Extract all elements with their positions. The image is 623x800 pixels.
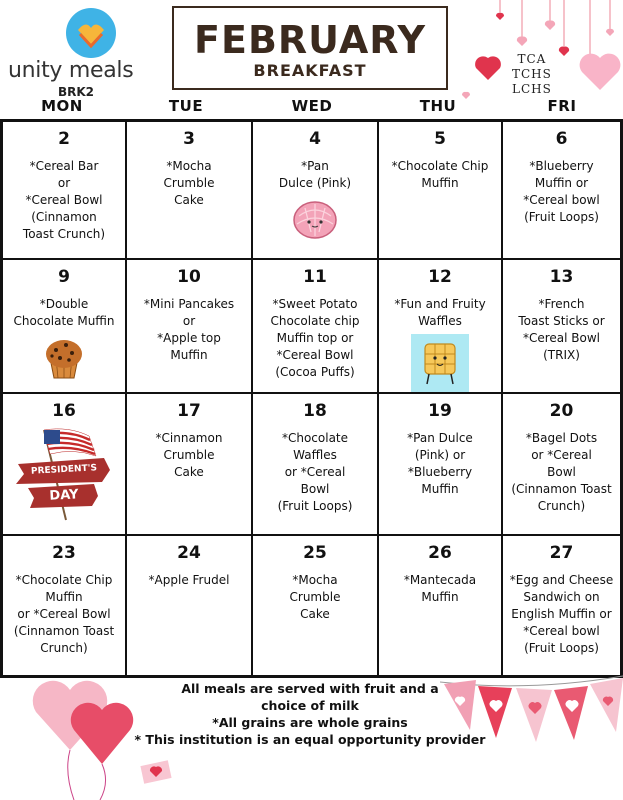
menu-line: *Sweet Potato (272, 297, 358, 311)
menu-line: (Fruit Loops) (277, 499, 353, 513)
day-number: 16 (52, 401, 76, 421)
day-number: 10 (177, 267, 201, 287)
calendar-day-cell (502, 121, 621, 259)
menu-item-text (253, 430, 377, 515)
footer-line: *All grains are whole grains (212, 715, 408, 730)
menu-line: *Chocolate (281, 431, 349, 445)
menu-item-text (503, 158, 620, 226)
presidents-day-image (14, 426, 114, 522)
menu-line: Muffin (170, 348, 208, 362)
menu-line: *Blueberry (529, 159, 594, 173)
calendar-day-cell (252, 121, 378, 259)
title-box (172, 6, 448, 90)
calendar-day-cell (502, 535, 621, 676)
menu-line: *Pan Dulce (407, 431, 473, 445)
menu-line: Bowl (300, 482, 330, 496)
banner-text: DAY (49, 487, 79, 504)
menu-item-text (379, 296, 501, 330)
menu-line: *Chocolate Chip (15, 573, 113, 587)
menu-line: *Mocha (292, 573, 338, 587)
menu-line: English Muffin or (511, 607, 612, 621)
calendar-day-cell (378, 121, 502, 259)
menu-line: *Bagel Dots (525, 431, 598, 445)
school-name: TCA (517, 52, 547, 66)
day-number: 19 (428, 401, 452, 421)
day-number: 13 (549, 267, 574, 287)
footer-line: All meals are served with fruit and a (181, 681, 439, 696)
envelope-heart-icon (140, 755, 174, 785)
day-number: 9 (58, 267, 70, 287)
menu-line: *Mini Pancakes (143, 297, 235, 311)
day-number: 20 (549, 401, 574, 421)
menu-line: *Cinnamon (155, 431, 223, 445)
weekday-label: TUE (168, 97, 204, 115)
calendar-day-cell (2, 535, 126, 676)
day-number: 3 (183, 129, 195, 149)
calendar-grid (0, 119, 623, 678)
calendar-day-cell (2, 121, 126, 259)
heart-balloons-decoration (20, 672, 140, 800)
school-name: TCHS (512, 67, 552, 81)
menu-line: *Apple Frudel (148, 573, 230, 587)
menu-line: *French (538, 297, 585, 311)
day-number: 23 (52, 543, 76, 563)
menu-line: Crunch) (537, 499, 586, 513)
menu-line: Crumble (163, 448, 215, 462)
menu-line: *Mantecada (403, 573, 477, 587)
menu-line: Waffles (293, 448, 337, 462)
menu-line: Muffin top or (276, 331, 354, 345)
menu-item-text (3, 572, 125, 657)
weekday-label: MON (41, 97, 83, 115)
calendar-day-cell (378, 259, 502, 393)
menu-item-text (127, 430, 251, 481)
footer-line: * This institution is an equal opportunity provider (134, 732, 486, 747)
menu-line: Chocolate Muffin (13, 314, 115, 328)
menu-line: or *Cereal Bowl (17, 607, 111, 621)
banner-text: PRESIDENT'S (30, 463, 98, 477)
menu-line: Crunch) (40, 641, 88, 655)
unity-meals-logo (8, 6, 168, 99)
calendar-day-cell (502, 259, 621, 393)
weekday-label: WED (291, 97, 333, 115)
calendar-day-cell (252, 535, 378, 676)
waffle-image (379, 334, 501, 396)
day-number: 26 (428, 543, 452, 563)
weekday-label: FRI (547, 97, 577, 115)
footer-note (130, 680, 490, 748)
day-number: 6 (555, 129, 568, 149)
calendar-day-cell (126, 121, 252, 259)
menu-item-text (253, 296, 377, 381)
menu-line: Muffin or (534, 176, 589, 190)
menu-line: Muffin (421, 482, 459, 496)
day-number: 5 (434, 129, 446, 149)
menu-line: Cake (300, 607, 330, 621)
menu-line: *Cereal bowl (523, 193, 600, 207)
menu-line: *Chocolate Chip (391, 159, 489, 173)
day-number: 2 (58, 129, 70, 149)
menu-line: Cake (174, 193, 204, 207)
day-number: 17 (177, 401, 201, 421)
menu-line: Dulce (Pink) (278, 176, 352, 190)
menu-line: *Mocha (166, 159, 212, 173)
heart-hands-icon (66, 8, 116, 58)
menu-item-text (127, 158, 251, 209)
menu-line: or *Cereal (284, 465, 346, 479)
menu-line: *Cereal Bowl (522, 331, 601, 345)
menu-line: *Cereal Bowl (276, 348, 354, 362)
weekday-header-row (0, 97, 623, 117)
logo-brand-text: unity meals (8, 58, 134, 83)
menu-line: (TRIX) (543, 348, 580, 362)
day-number: 4 (309, 129, 321, 149)
menu-item-text (503, 430, 620, 515)
menu-item-text (127, 296, 251, 364)
calendar-day-cell (378, 535, 502, 676)
menu-line: (Cinnamon (31, 210, 97, 224)
footer-line: choice of milk (261, 698, 359, 713)
menu-item-text (379, 430, 501, 498)
menu-line: (Fruit Loops) (524, 641, 599, 655)
logo-circle (66, 8, 116, 58)
menu-line: Sandwich on (523, 590, 600, 604)
calendar-day-cell (502, 393, 621, 535)
menu-line: (Pink) or (414, 448, 466, 462)
day-number: 12 (428, 267, 452, 287)
menu-line: (Cinnamon Toast (511, 482, 612, 496)
calendar-day-cell (2, 259, 126, 393)
menu-item-text (253, 158, 377, 192)
day-number: 25 (303, 543, 327, 563)
menu-line: Chocolate chip (270, 314, 360, 328)
menu-item-text (379, 572, 501, 606)
menu-item-text (379, 158, 501, 192)
menu-line: Crumble (289, 590, 341, 604)
calendar-day-cell (252, 393, 378, 535)
school-name: LCHS (512, 82, 552, 96)
day-number: 24 (177, 543, 201, 563)
menu-line: *Cereal Bowl (25, 193, 103, 207)
menu-line: or (57, 176, 71, 190)
day-number: 18 (303, 401, 327, 421)
menu-item-text (253, 572, 377, 623)
weekday-label: THU (419, 97, 457, 115)
menu-line: or (182, 314, 196, 328)
calendar-day-cell (126, 259, 252, 393)
day-number: 27 (549, 543, 574, 563)
calendar-day-cell (126, 535, 252, 676)
menu-line: *Cereal bowl (523, 624, 600, 638)
menu-line: Crumble (163, 176, 215, 190)
menu-line: *Cereal Bar (29, 159, 99, 173)
menu-item-text (503, 296, 620, 364)
menu-line: *Double (39, 297, 89, 311)
menu-item-text (127, 572, 251, 589)
menu-line: *Fun and Fruity (394, 297, 486, 311)
menu-item-text (503, 572, 620, 657)
menu-line: Toast Crunch) (22, 227, 106, 241)
menu-item-text (3, 158, 125, 243)
menu-line: or *Cereal (531, 448, 592, 462)
calendar-day-cell (252, 259, 378, 393)
calendar-day-cell (2, 393, 126, 535)
menu-line: *Egg and Cheese (509, 573, 614, 587)
calendar-day-cell (126, 393, 252, 535)
menu-line: Bowl (547, 465, 576, 479)
menu-line: (Fruit Loops) (524, 210, 599, 224)
menu-line: Cake (174, 465, 204, 479)
menu-line: Muffin (421, 590, 459, 604)
pan-dulce-image (253, 196, 377, 244)
menu-line: Waffles (418, 314, 462, 328)
school-list (512, 52, 552, 97)
menu-line: (Cocoa Puffs) (275, 365, 355, 379)
menu-line: Toast Sticks or (518, 314, 605, 328)
menu-line: *Blueberry (407, 465, 473, 479)
menu-line: *Apple top (157, 331, 221, 345)
menu-line: Muffin (45, 590, 83, 604)
menu-line: *Pan (301, 159, 329, 173)
day-number: 11 (303, 267, 327, 287)
menu-item-text (3, 296, 125, 330)
calendar-day-cell (378, 393, 502, 535)
menu-line: Muffin (421, 176, 459, 190)
page-title: FEBRUARY (194, 18, 426, 62)
page-subtitle: BREAKFAST (253, 61, 367, 80)
menu-line: (Cinnamon Toast (13, 624, 115, 638)
menu-code: BRK2 (58, 85, 95, 99)
muffin-image (3, 334, 125, 384)
